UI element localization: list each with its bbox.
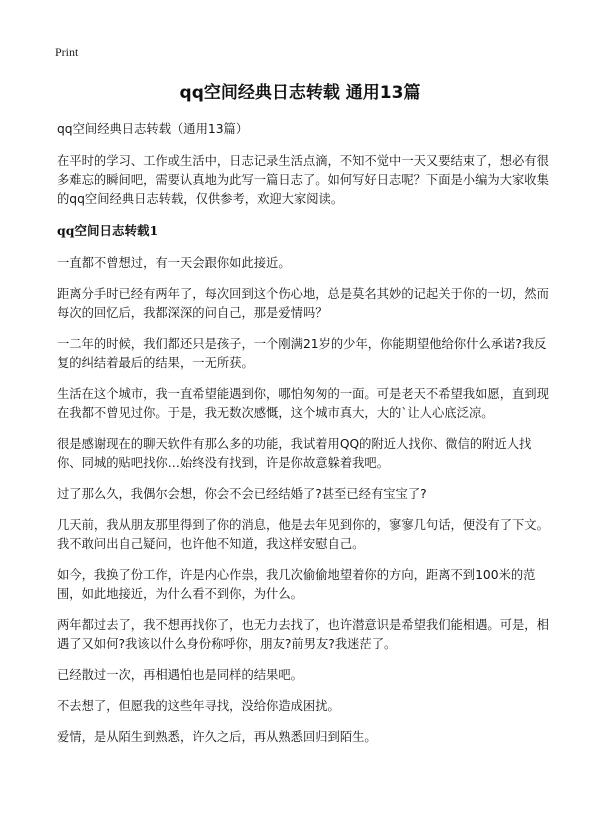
print-label: Print [55,45,79,59]
section-heading: qq空间日志转载1 [57,223,159,238]
paragraph: 几天前，我从朋友那里得到了你的消息，他是去年见到你的，寥寥几句话，便没有了下文。我不敢问出自己疑问，也许他不知道，我这样安慰自己。 [57,518,549,551]
paragraph: 距离分手时已经有两年了，每次回到这个伤心地，总是莫名其妙的记起关于你的一切，然而每次的回忆后，我都深深的问自己，那是爱情吗？ [57,287,549,320]
paragraph: 过了那么久，我偶尔会想，你会不会已经结婚了?甚至已经有宝宝了? [57,487,427,501]
paragraph: 一直都不曾想过，有一天会跟你如此接近。 [57,256,291,270]
intro-paragraph: 在平时的学习、工作或生活中，日志记录生活点滴，不知不觉中一天又要结束了，想必有很多难忘的瞬间吧，需要认真地为此写一篇日志了。如何写好日志呢？下面是小编为大家收集的qq空间经典日志转载，仅供参考，欢迎大家阅读。 [57,154,549,206]
document-title: qq空间经典日志转载 通用13篇 [179,83,421,103]
paragraph: 已经散过一次，再相遇怕也是同样的结果吧。 [57,668,303,682]
paragraph: 如今，我换了份工作，许是内心作祟，我几次偷偷地望着你的方向，距离不到100米的范围，如此地接近，为什么看不到你，为什么。 [57,568,536,601]
paragraph: 不去想了，但愿我的这些年寻找，没给你造成困扰。 [57,699,340,713]
paragraph: 一二年的时候，我们都还只是孩子，一个刚满21岁的少年，你能期望他给你什么承诺?我反复的纠结着最后的结果，一无所获。 [57,337,547,370]
paragraph: 爱情，是从陌生到熟悉，许久之后，再从熟悉回归到陌生。 [57,730,377,744]
document-body [57,120,553,759]
paragraph: 生活在这个城市，我一直希望能遇到你，哪怕匆匆的一面。可是老天不希望我如愿，直到现在我都不曾见过你。于是，我无数次感慨，这个城市真大，大的`让人心底泛凉。 [57,387,549,420]
paragraph: 两年都过去了，我不想再找你了，也无力去找了，也许潜意识是希望我们能相遇。可是，相遇了又如何?我该以什么身份称呼你，朋友?前男友?我迷茫了。 [57,618,549,651]
document-subtitle: qq空间经典日志转载（通用13篇） [57,122,249,136]
paragraph: 很是感谢现在的聊天软件有那么多的功能，我试着用QQ的附近人找你、微信的附近人找你、同城的贴吧找你…始终没有找到，许是你故意躲着我吧。 [57,437,532,470]
